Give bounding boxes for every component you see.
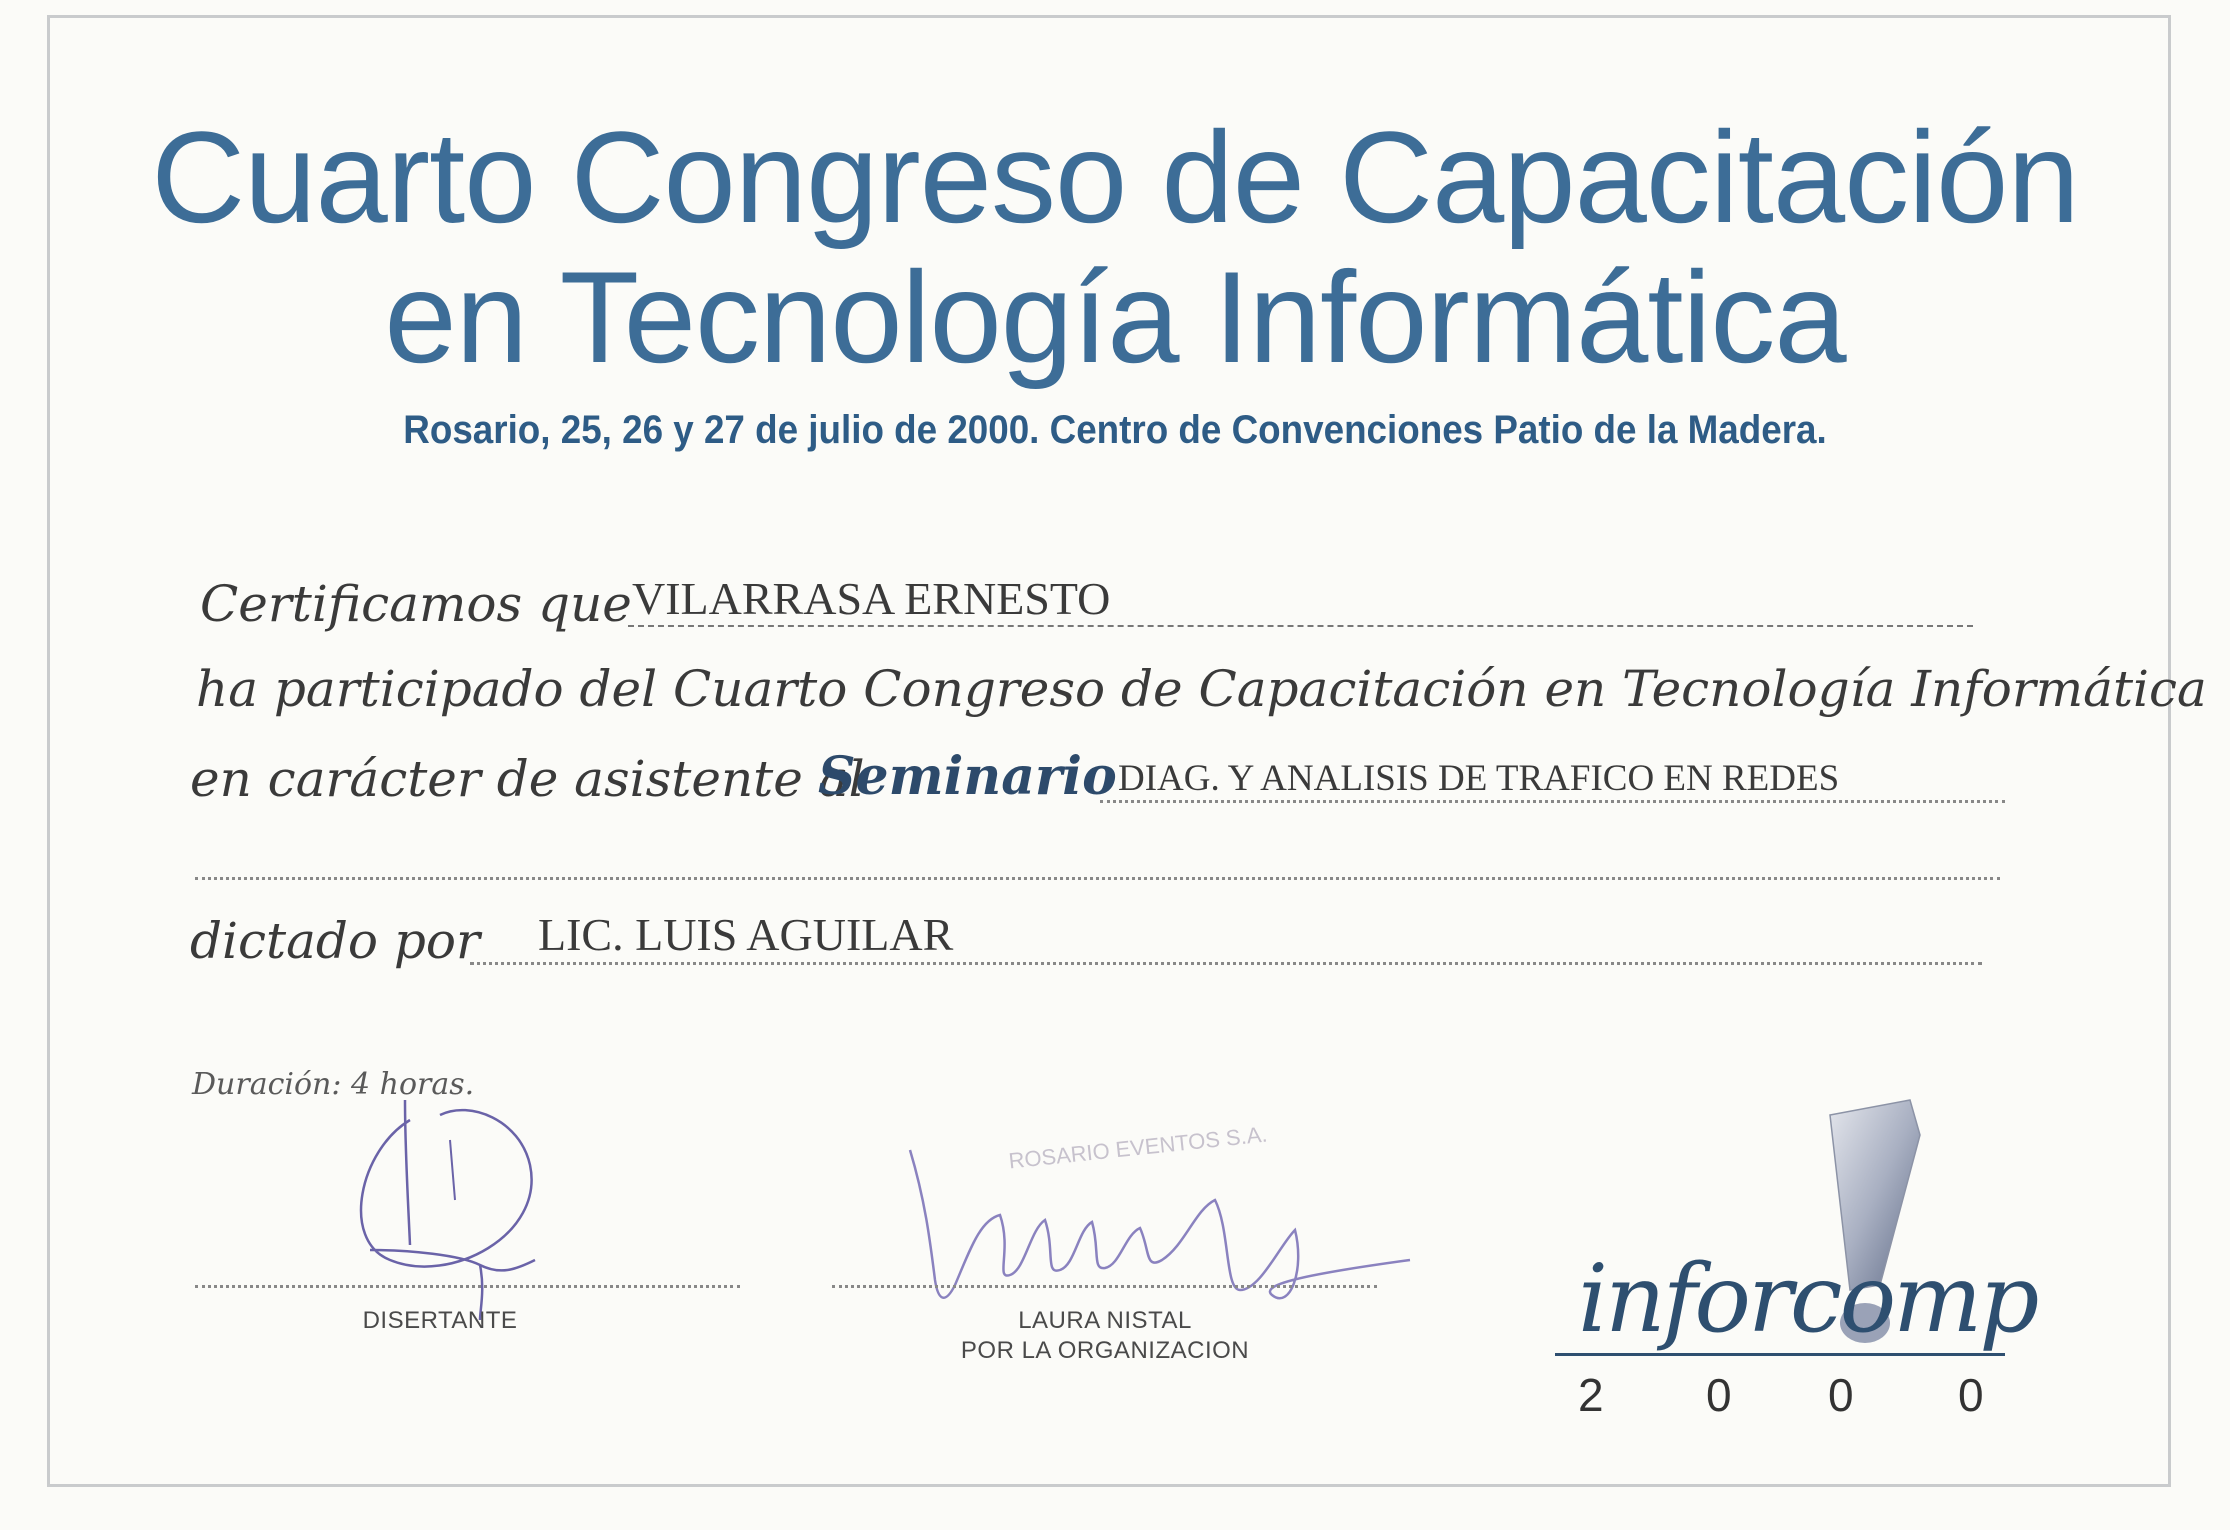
speaker-name-line (470, 962, 1982, 965)
logo-year-digit: 0 (1958, 1369, 1984, 1421)
speaker-name: LIC. LUIS AGUILAR (538, 909, 954, 960)
logo-brand-text: inforcomp (1578, 1245, 2037, 1354)
title-line-1: Cuarto Congreso de Capacitación (151, 104, 2079, 250)
organizer-signature-line (832, 1285, 1377, 1288)
certify-label: Certificamos que (200, 575, 632, 633)
logo-year-digit: 2 (1578, 1369, 1604, 1421)
duration-text: Duración: 4 horas. (192, 1067, 475, 1102)
logo-underline (1555, 1353, 2005, 1356)
speaker-signature (330, 1060, 570, 1320)
role-text: en carácter de asistente al (190, 750, 865, 808)
seminar-title: DIAG. Y ANALISIS DE TRAFICO EN REDES (1118, 758, 1840, 799)
organizer-role-label: POR LA ORGANIZACION (960, 1337, 1250, 1364)
title-line-2: en Tecnología Informática (384, 244, 1846, 390)
organizer-signature (900, 1140, 1420, 1320)
event-subtitle: Rosario, 25, 26 y 27 de julio de 2000. Centro de Convenciones Patio de la Madera. (403, 408, 1827, 452)
seminar-continuation-line (195, 877, 2000, 880)
organizer-name: LAURA NISTAL (1018, 1307, 1192, 1334)
seminar-label: Seminario (818, 746, 1117, 807)
logo-year-digit: 0 (1828, 1369, 1854, 1421)
seminar-title-line (1100, 800, 2005, 803)
speaker-signature-line (195, 1285, 740, 1288)
speaker-signature-label: DISERTANTE (362, 1307, 518, 1334)
organization-stamp: ROSARIO EVENTOS S.A. (1007, 1121, 1269, 1174)
attendee-name: VILARRASA ERNESTO (632, 573, 1111, 624)
participation-text: ha participado del Cuarto Congreso de Capacitación en Tecnología Informática (196, 660, 2207, 718)
attendee-name-line (628, 625, 1973, 627)
taught-by-label: dictado por (190, 912, 480, 970)
logo-year-digit: 0 (1706, 1369, 1732, 1421)
